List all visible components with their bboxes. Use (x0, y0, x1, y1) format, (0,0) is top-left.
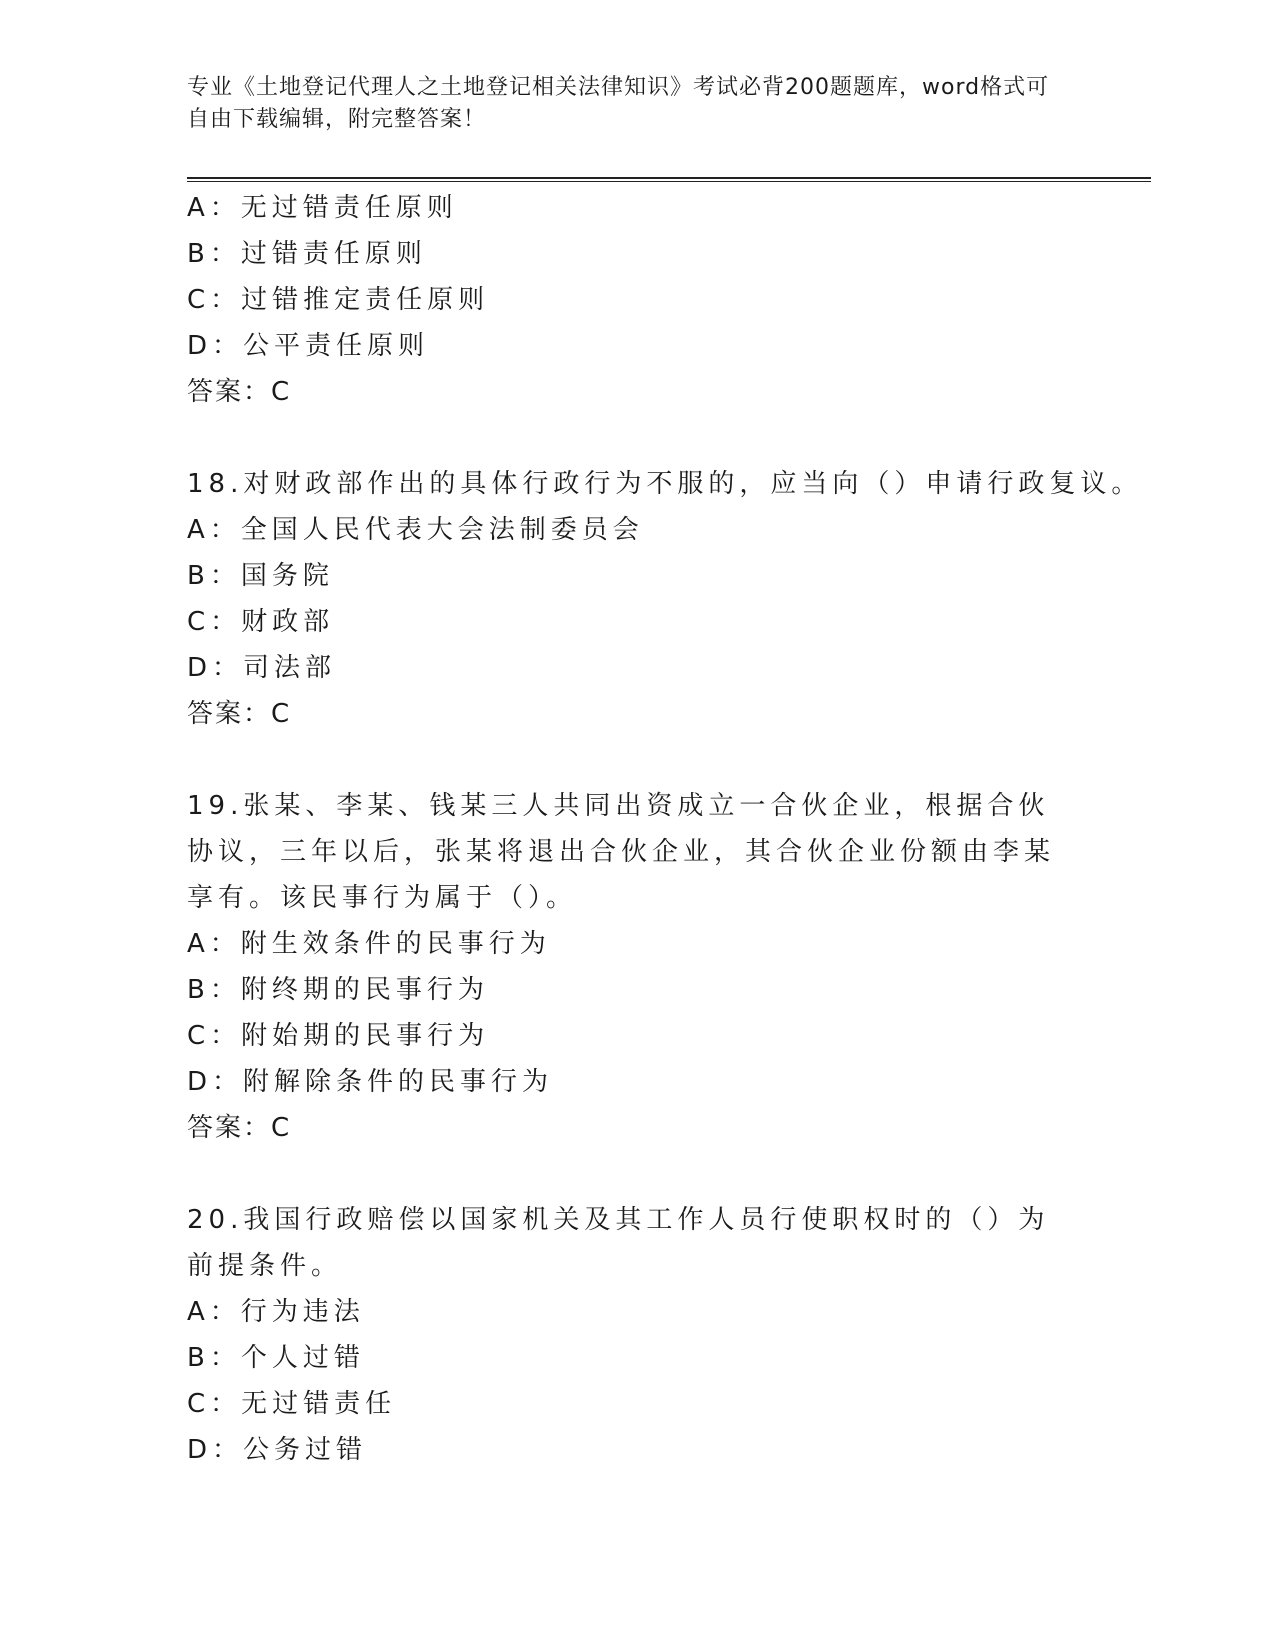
option-b: B：附终期的民事行为 (187, 975, 489, 1005)
option-a: A：全国人民代表大会法制委员会 (187, 515, 644, 545)
question-text: 19.张某、李某、钱某三人共同出资成立一合伙企业，根据合伙协议，三年以后，张某将退出合伙企业，其合伙企业份额由李某享有。该民事行为属于（）。 (187, 791, 1056, 913)
header-divider (187, 177, 1151, 182)
question-text: 20.我国行政赔偿以国家机关及其工作人员行使职权时的（）为前提条件。 (187, 1205, 1050, 1281)
answer: 答案：C (187, 377, 292, 407)
option-c: C：财政部 (187, 607, 335, 637)
spacer (187, 737, 1087, 783)
question-list (187, 185, 1143, 1473)
option-a: A：附生效条件的民事行为 (187, 929, 551, 959)
option-b: B：国务院 (187, 561, 334, 591)
question-18 (187, 461, 1143, 737)
option-a: A：无过错责任原则 (187, 193, 458, 223)
option-b: B：个人过错 (187, 1343, 365, 1373)
option-d: D：司法部 (187, 653, 337, 683)
question-text: 18.对财政部作出的具体行政行为不服的，应当向（）申请行政复议。 (187, 469, 1143, 499)
question-19 (187, 783, 1087, 1151)
answer: 答案：C (187, 1113, 292, 1143)
document-header: 专业《土地登记代理人之土地登记相关法律知识》考试必背200题题库，word格式可自由下载编辑，附完整答案！ (187, 75, 1050, 132)
question-20 (187, 1197, 1087, 1473)
answer: 答案：C (187, 699, 292, 729)
spacer (187, 1151, 1087, 1197)
option-c: C：附始期的民事行为 (187, 1021, 490, 1051)
option-a: A：行为违法 (187, 1297, 365, 1327)
option-d: D：附解除条件的民事行为 (187, 1067, 554, 1097)
option-d: D：公务过错 (187, 1435, 368, 1465)
question-17 (187, 185, 1087, 415)
spacer (187, 415, 1087, 461)
option-b: B：过错责任原则 (187, 239, 427, 269)
option-c: C：无过错责任 (187, 1389, 397, 1419)
option-d: D：公平责任原则 (187, 331, 430, 361)
option-c: C：过错推定责任原则 (187, 285, 490, 315)
